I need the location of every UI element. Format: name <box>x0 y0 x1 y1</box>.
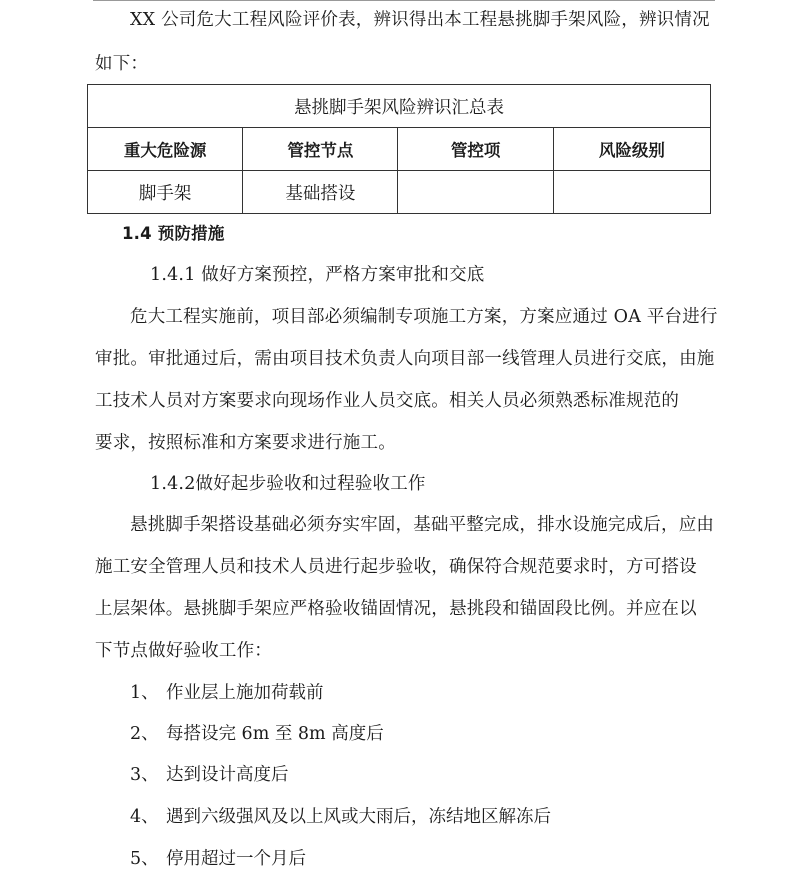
table-row <box>88 171 711 214</box>
subsection-title-1: 1.4.1 做好方案预控，严格方案审批和交底 <box>150 265 485 285</box>
intro-line-1: XX 公司危大工程风险评价表，辨识得出本工程悬挑脚手架风险，辨识情况 <box>130 10 710 30</box>
table-cell: 基础搭设 <box>243 171 398 214</box>
paragraph-1-line-4: 要求，按照标准和方案要求进行施工。 <box>95 433 396 453</box>
paragraph-1-line-2: 审批。审批通过后，需由项目技术负责人向项目部一线管理人员进行交底，由施 <box>95 349 715 369</box>
table-cell: 脚手架 <box>88 171 243 214</box>
list-item-text: 停用超过一个月后 <box>166 849 306 869</box>
paragraph-1-line-3: 工技术人员对方案要求向现场作业人员交底。相关人员必须熟悉标准规范的 <box>95 391 680 411</box>
table-cell <box>398 171 553 214</box>
paragraph-2-line-4: 下节点做好验收工作： <box>95 641 272 661</box>
page-top-rule <box>93 0 715 1</box>
risk-summary-table <box>87 84 711 214</box>
list-item-number: 1、 <box>130 683 159 703</box>
paragraph-2-line-1: 悬挑脚手架搭设基础必须夯实牢固，基础平整完成，排水设施完成后，应由 <box>130 515 715 535</box>
table-cell <box>553 171 710 214</box>
list-item-text: 遇到六级强风及以上风或大雨后，冻结地区解冻后 <box>166 807 551 827</box>
list-item-number: 3、 <box>130 765 159 785</box>
section-heading: 1.4 预防措施 <box>122 224 225 243</box>
paragraph-1-line-1: 危大工程实施前，项目部必须编制专项施工方案，方案应通过 OA 平台进行 <box>130 307 718 327</box>
list-item-text: 达到设计高度后 <box>166 765 289 785</box>
list-item-number: 2、 <box>130 724 159 744</box>
paragraph-2-line-2: 施工安全管理人员和技术人员进行起步验收，确保符合规范要求时，方可搭设 <box>95 557 697 577</box>
list-item-number: 4、 <box>130 807 159 827</box>
list-item-text: 作业层上施加荷载前 <box>166 683 324 703</box>
table-header-control-node: 管控节点 <box>243 128 398 171</box>
intro-line-2: 如下： <box>95 54 149 74</box>
list-item-text: 每搭设完 6m 至 8m 高度后 <box>166 724 384 744</box>
table-header-hazard: 重大危险源 <box>88 128 243 171</box>
table-header-risk-level: 风险级别 <box>553 128 710 171</box>
list-item-number: 5、 <box>130 849 159 869</box>
paragraph-2-line-3: 上层架体。悬挑脚手架应严格验收锚固情况，悬挑段和锚固段比例。并应在以 <box>95 599 697 619</box>
table-caption: 悬挑脚手架风险辨识汇总表 <box>88 85 711 128</box>
subsection-title-2: 1.4.2做好起步验收和过程验收工作 <box>150 474 426 494</box>
table-header-control-item: 管控项 <box>398 128 553 171</box>
